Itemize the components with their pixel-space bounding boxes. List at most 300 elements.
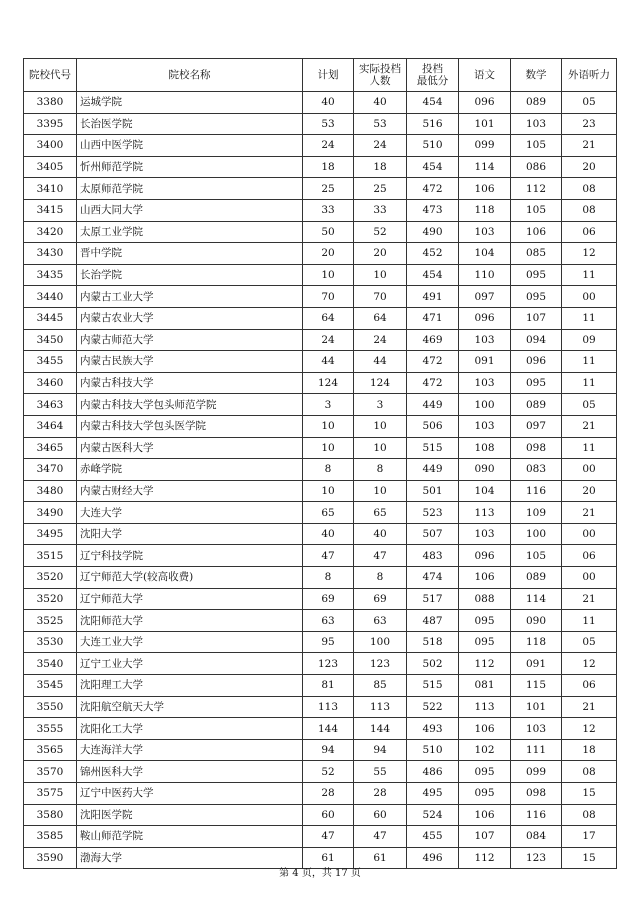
cell-actual: 10 xyxy=(354,437,407,459)
cell-listening: 20 xyxy=(562,480,617,502)
cell-code: 3580 xyxy=(24,804,77,826)
cell-actual: 60 xyxy=(354,804,407,826)
cell-code: 3455 xyxy=(24,351,77,373)
cell-listening: 08 xyxy=(562,199,617,221)
cell-plan: 25 xyxy=(303,178,354,200)
table-row xyxy=(24,675,617,697)
cell-actual: 85 xyxy=(354,675,407,697)
header-actual-line1: 实际投档 xyxy=(359,63,401,75)
cell-chinese: 102 xyxy=(459,739,511,761)
table-row xyxy=(24,156,617,178)
cell-listening: 06 xyxy=(562,221,617,243)
cell-plan: 10 xyxy=(303,415,354,437)
cell-min-score: 472 xyxy=(407,178,459,200)
cell-chinese: 095 xyxy=(459,761,511,783)
cell-name: 山西大同大学 xyxy=(77,199,303,221)
cell-listening: 12 xyxy=(562,718,617,740)
cell-actual: 24 xyxy=(354,329,407,351)
cell-actual: 25 xyxy=(354,178,407,200)
cell-code: 3570 xyxy=(24,761,77,783)
cell-actual: 70 xyxy=(354,286,407,308)
cell-name: 内蒙古科技大学 xyxy=(77,372,303,394)
cell-math: 105 xyxy=(511,135,562,157)
cell-chinese: 104 xyxy=(459,243,511,265)
cell-actual: 40 xyxy=(354,523,407,545)
cell-plan: 10 xyxy=(303,437,354,459)
header-min-line2: 最低分 xyxy=(416,75,449,87)
cell-listening: 11 xyxy=(562,372,617,394)
table-row xyxy=(24,502,617,524)
cell-min-score: 471 xyxy=(407,307,459,329)
cell-listening: 23 xyxy=(562,113,617,135)
cell-plan: 60 xyxy=(303,804,354,826)
cell-listening: 00 xyxy=(562,567,617,589)
cell-math: 109 xyxy=(511,502,562,524)
cell-math: 089 xyxy=(511,92,562,114)
table-row xyxy=(24,351,617,373)
cell-plan: 63 xyxy=(303,610,354,632)
cell-min-score: 510 xyxy=(407,739,459,761)
cell-plan: 40 xyxy=(303,523,354,545)
cell-chinese: 118 xyxy=(459,199,511,221)
cell-plan: 44 xyxy=(303,351,354,373)
table-row xyxy=(24,199,617,221)
cell-code: 3585 xyxy=(24,826,77,848)
cell-name: 长治学院 xyxy=(77,264,303,286)
cell-listening: 21 xyxy=(562,696,617,718)
cell-plan: 47 xyxy=(303,545,354,567)
cell-listening: 17 xyxy=(562,826,617,848)
cell-chinese: 113 xyxy=(459,696,511,718)
cell-math: 114 xyxy=(511,588,562,610)
cell-plan: 40 xyxy=(303,92,354,114)
cell-listening: 09 xyxy=(562,329,617,351)
cell-plan: 10 xyxy=(303,480,354,502)
cell-name: 内蒙古师范大学 xyxy=(77,329,303,351)
cell-math: 095 xyxy=(511,264,562,286)
cell-listening: 11 xyxy=(562,610,617,632)
cell-plan: 20 xyxy=(303,243,354,265)
cell-actual: 100 xyxy=(354,631,407,653)
header-name: 院校名称 xyxy=(77,59,303,92)
cell-math: 105 xyxy=(511,545,562,567)
cell-math: 115 xyxy=(511,675,562,697)
cell-math: 103 xyxy=(511,113,562,135)
header-math: 数学 xyxy=(511,59,562,92)
cell-math: 091 xyxy=(511,653,562,675)
cell-min-score: 502 xyxy=(407,653,459,675)
cell-chinese: 095 xyxy=(459,783,511,805)
cell-math: 089 xyxy=(511,394,562,416)
cell-chinese: 096 xyxy=(459,545,511,567)
cell-code: 3415 xyxy=(24,199,77,221)
table-row xyxy=(24,394,617,416)
cell-name: 运城学院 xyxy=(77,92,303,114)
cell-chinese: 106 xyxy=(459,178,511,200)
cell-code: 3470 xyxy=(24,459,77,481)
cell-math: 100 xyxy=(511,523,562,545)
header-row xyxy=(24,59,617,92)
cell-plan: 53 xyxy=(303,113,354,135)
cell-name: 内蒙古农业大学 xyxy=(77,307,303,329)
cell-listening: 11 xyxy=(562,307,617,329)
admissions-table xyxy=(23,58,617,869)
cell-min-score: 510 xyxy=(407,135,459,157)
cell-actual: 65 xyxy=(354,502,407,524)
cell-name: 渤海大学 xyxy=(77,847,303,869)
table-row xyxy=(24,243,617,265)
cell-listening: 20 xyxy=(562,156,617,178)
cell-name: 沈阳航空航天大学 xyxy=(77,696,303,718)
cell-code: 3540 xyxy=(24,653,77,675)
table-row xyxy=(24,113,617,135)
cell-math: 098 xyxy=(511,783,562,805)
cell-min-score: 515 xyxy=(407,675,459,697)
cell-name: 内蒙古科技大学包头师范学院 xyxy=(77,394,303,416)
cell-math: 084 xyxy=(511,826,562,848)
cell-code: 3395 xyxy=(24,113,77,135)
cell-plan: 123 xyxy=(303,653,354,675)
cell-plan: 33 xyxy=(303,199,354,221)
cell-code: 3465 xyxy=(24,437,77,459)
cell-chinese: 096 xyxy=(459,92,511,114)
cell-listening: 18 xyxy=(562,739,617,761)
cell-actual: 47 xyxy=(354,826,407,848)
cell-chinese: 110 xyxy=(459,264,511,286)
cell-actual: 64 xyxy=(354,307,407,329)
cell-code: 3490 xyxy=(24,502,77,524)
cell-math: 094 xyxy=(511,329,562,351)
table-row xyxy=(24,761,617,783)
cell-listening: 05 xyxy=(562,394,617,416)
cell-chinese: 112 xyxy=(459,653,511,675)
cell-plan: 50 xyxy=(303,221,354,243)
cell-actual: 63 xyxy=(354,610,407,632)
cell-min-score: 454 xyxy=(407,264,459,286)
cell-name: 内蒙古财经大学 xyxy=(77,480,303,502)
cell-plan: 65 xyxy=(303,502,354,524)
cell-actual: 18 xyxy=(354,156,407,178)
cell-code: 3460 xyxy=(24,372,77,394)
cell-chinese: 101 xyxy=(459,113,511,135)
cell-min-score: 483 xyxy=(407,545,459,567)
header-min-line1: 投档 xyxy=(422,63,443,75)
cell-actual: 94 xyxy=(354,739,407,761)
cell-code: 3463 xyxy=(24,394,77,416)
cell-actual: 24 xyxy=(354,135,407,157)
table-row xyxy=(24,523,617,545)
header-plan: 计划 xyxy=(303,59,354,92)
cell-chinese: 088 xyxy=(459,588,511,610)
cell-listening: 00 xyxy=(562,459,617,481)
cell-name: 沈阳化工大学 xyxy=(77,718,303,740)
table-row xyxy=(24,739,617,761)
cell-name: 沈阳大学 xyxy=(77,523,303,545)
table-row xyxy=(24,826,617,848)
cell-code: 3464 xyxy=(24,415,77,437)
cell-code: 3450 xyxy=(24,329,77,351)
cell-code: 3575 xyxy=(24,783,77,805)
cell-listening: 11 xyxy=(562,351,617,373)
cell-min-score: 507 xyxy=(407,523,459,545)
table-row xyxy=(24,221,617,243)
cell-name: 太原师范学院 xyxy=(77,178,303,200)
table-row xyxy=(24,696,617,718)
cell-math: 096 xyxy=(511,351,562,373)
cell-actual: 20 xyxy=(354,243,407,265)
cell-listening: 21 xyxy=(562,415,617,437)
cell-actual: 28 xyxy=(354,783,407,805)
cell-chinese: 103 xyxy=(459,372,511,394)
cell-plan: 47 xyxy=(303,826,354,848)
cell-actual: 69 xyxy=(354,588,407,610)
table-row xyxy=(24,307,617,329)
cell-listening: 08 xyxy=(562,178,617,200)
cell-plan: 113 xyxy=(303,696,354,718)
cell-chinese: 091 xyxy=(459,351,511,373)
cell-min-score: 491 xyxy=(407,286,459,308)
cell-plan: 94 xyxy=(303,739,354,761)
cell-min-score: 495 xyxy=(407,783,459,805)
cell-plan: 64 xyxy=(303,307,354,329)
cell-listening: 06 xyxy=(562,675,617,697)
cell-actual: 10 xyxy=(354,480,407,502)
cell-name: 鞍山师范学院 xyxy=(77,826,303,848)
table-row xyxy=(24,415,617,437)
cell-code: 3550 xyxy=(24,696,77,718)
cell-chinese: 108 xyxy=(459,437,511,459)
cell-name: 辽宁科技学院 xyxy=(77,545,303,567)
cell-listening: 15 xyxy=(562,847,617,869)
cell-chinese: 099 xyxy=(459,135,511,157)
cell-listening: 21 xyxy=(562,502,617,524)
header-actual xyxy=(354,59,407,92)
table-row xyxy=(24,459,617,481)
cell-actual: 61 xyxy=(354,847,407,869)
cell-name: 大连海洋大学 xyxy=(77,739,303,761)
cell-name: 内蒙古医科大学 xyxy=(77,437,303,459)
table-row xyxy=(24,437,617,459)
cell-chinese: 095 xyxy=(459,631,511,653)
cell-min-score: 524 xyxy=(407,804,459,826)
cell-plan: 8 xyxy=(303,459,354,481)
cell-listening: 05 xyxy=(562,631,617,653)
cell-actual: 8 xyxy=(354,459,407,481)
cell-name: 沈阳医学院 xyxy=(77,804,303,826)
cell-min-score: 472 xyxy=(407,351,459,373)
table-row xyxy=(24,135,617,157)
table-row xyxy=(24,610,617,632)
table-row xyxy=(24,567,617,589)
cell-name: 辽宁师范大学(较高收费) xyxy=(77,567,303,589)
cell-name: 忻州师范学院 xyxy=(77,156,303,178)
cell-plan: 124 xyxy=(303,372,354,394)
cell-min-score: 454 xyxy=(407,92,459,114)
cell-actual: 44 xyxy=(354,351,407,373)
cell-actual: 124 xyxy=(354,372,407,394)
cell-listening: 00 xyxy=(562,286,617,308)
cell-chinese: 095 xyxy=(459,610,511,632)
cell-code: 3400 xyxy=(24,135,77,157)
cell-code: 3435 xyxy=(24,264,77,286)
cell-plan: 18 xyxy=(303,156,354,178)
table-row xyxy=(24,372,617,394)
cell-name: 内蒙古工业大学 xyxy=(77,286,303,308)
cell-listening: 00 xyxy=(562,523,617,545)
cell-actual: 55 xyxy=(354,761,407,783)
cell-name: 晋中学院 xyxy=(77,243,303,265)
cell-chinese: 103 xyxy=(459,415,511,437)
cell-min-score: 523 xyxy=(407,502,459,524)
cell-plan: 95 xyxy=(303,631,354,653)
cell-chinese: 106 xyxy=(459,718,511,740)
table-row xyxy=(24,588,617,610)
cell-code: 3445 xyxy=(24,307,77,329)
cell-plan: 28 xyxy=(303,783,354,805)
table-row xyxy=(24,783,617,805)
cell-code: 3495 xyxy=(24,523,77,545)
cell-min-score: 515 xyxy=(407,437,459,459)
cell-plan: 24 xyxy=(303,135,354,157)
cell-math: 105 xyxy=(511,199,562,221)
cell-math: 097 xyxy=(511,415,562,437)
cell-min-score: 518 xyxy=(407,631,459,653)
table-row xyxy=(24,92,617,114)
table-row xyxy=(24,286,617,308)
cell-listening: 06 xyxy=(562,545,617,567)
cell-chinese: 106 xyxy=(459,804,511,826)
header-min-score xyxy=(407,59,459,92)
cell-math: 106 xyxy=(511,221,562,243)
cell-code: 3440 xyxy=(24,286,77,308)
cell-min-score: 455 xyxy=(407,826,459,848)
cell-math: 112 xyxy=(511,178,562,200)
cell-listening: 15 xyxy=(562,783,617,805)
table-row xyxy=(24,264,617,286)
cell-plan: 10 xyxy=(303,264,354,286)
cell-chinese: 103 xyxy=(459,221,511,243)
cell-actual: 52 xyxy=(354,221,407,243)
cell-name: 辽宁师范大学 xyxy=(77,588,303,610)
cell-name: 大连大学 xyxy=(77,502,303,524)
header-actual-line2: 人数 xyxy=(369,75,391,87)
cell-name: 沈阳理工大学 xyxy=(77,675,303,697)
table-row xyxy=(24,178,617,200)
cell-min-score: 472 xyxy=(407,372,459,394)
cell-listening: 11 xyxy=(562,264,617,286)
cell-name: 内蒙古民族大学 xyxy=(77,351,303,373)
cell-chinese: 113 xyxy=(459,502,511,524)
cell-chinese: 097 xyxy=(459,286,511,308)
cell-min-score: 522 xyxy=(407,696,459,718)
cell-listening: 11 xyxy=(562,437,617,459)
cell-code: 3380 xyxy=(24,92,77,114)
cell-min-score: 469 xyxy=(407,329,459,351)
cell-chinese: 112 xyxy=(459,847,511,869)
cell-plan: 24 xyxy=(303,329,354,351)
table-row xyxy=(24,480,617,502)
cell-min-score: 486 xyxy=(407,761,459,783)
page-footer: 第 4 页，共 17 页 xyxy=(279,868,361,879)
header-listening: 外语听力 xyxy=(562,59,617,92)
cell-actual: 10 xyxy=(354,415,407,437)
cell-chinese: 096 xyxy=(459,307,511,329)
cell-math: 107 xyxy=(511,307,562,329)
cell-min-score: 516 xyxy=(407,113,459,135)
cell-chinese: 114 xyxy=(459,156,511,178)
cell-code: 3420 xyxy=(24,221,77,243)
cell-min-score: 487 xyxy=(407,610,459,632)
cell-math: 118 xyxy=(511,631,562,653)
table-body xyxy=(24,92,617,869)
cell-listening: 21 xyxy=(562,135,617,157)
cell-chinese: 103 xyxy=(459,329,511,351)
cell-listening: 12 xyxy=(562,653,617,675)
cell-actual: 144 xyxy=(354,718,407,740)
cell-math: 085 xyxy=(511,243,562,265)
cell-plan: 52 xyxy=(303,761,354,783)
cell-plan: 69 xyxy=(303,588,354,610)
cell-code: 3555 xyxy=(24,718,77,740)
cell-math: 111 xyxy=(511,739,562,761)
cell-math: 095 xyxy=(511,372,562,394)
cell-min-score: 517 xyxy=(407,588,459,610)
cell-actual: 3 xyxy=(354,394,407,416)
cell-min-score: 449 xyxy=(407,394,459,416)
cell-actual: 33 xyxy=(354,199,407,221)
cell-chinese: 081 xyxy=(459,675,511,697)
cell-math: 090 xyxy=(511,610,562,632)
cell-name: 山西中医学院 xyxy=(77,135,303,157)
cell-name: 辽宁工业大学 xyxy=(77,653,303,675)
cell-actual: 10 xyxy=(354,264,407,286)
cell-plan: 8 xyxy=(303,567,354,589)
cell-math: 099 xyxy=(511,761,562,783)
cell-name: 辽宁中医药大学 xyxy=(77,783,303,805)
cell-name: 赤峰学院 xyxy=(77,459,303,481)
cell-min-score: 490 xyxy=(407,221,459,243)
cell-plan: 81 xyxy=(303,675,354,697)
cell-code: 3545 xyxy=(24,675,77,697)
cell-chinese: 106 xyxy=(459,567,511,589)
cell-chinese: 100 xyxy=(459,394,511,416)
cell-name: 内蒙古科技大学包头医学院 xyxy=(77,415,303,437)
cell-actual: 123 xyxy=(354,653,407,675)
cell-actual: 53 xyxy=(354,113,407,135)
table-row xyxy=(24,545,617,567)
cell-actual: 47 xyxy=(354,545,407,567)
cell-min-score: 452 xyxy=(407,243,459,265)
cell-min-score: 493 xyxy=(407,718,459,740)
cell-actual: 40 xyxy=(354,92,407,114)
cell-chinese: 090 xyxy=(459,459,511,481)
cell-code: 3590 xyxy=(24,847,77,869)
cell-plan: 70 xyxy=(303,286,354,308)
cell-code: 3515 xyxy=(24,545,77,567)
cell-chinese: 107 xyxy=(459,826,511,848)
table-row xyxy=(24,329,617,351)
cell-listening: 08 xyxy=(562,761,617,783)
cell-name: 大连工业大学 xyxy=(77,631,303,653)
cell-name: 长治医学院 xyxy=(77,113,303,135)
cell-plan: 144 xyxy=(303,718,354,740)
cell-chinese: 103 xyxy=(459,523,511,545)
cell-min-score: 474 xyxy=(407,567,459,589)
cell-chinese: 104 xyxy=(459,480,511,502)
cell-math: 083 xyxy=(511,459,562,481)
cell-actual: 8 xyxy=(354,567,407,589)
cell-code: 3405 xyxy=(24,156,77,178)
